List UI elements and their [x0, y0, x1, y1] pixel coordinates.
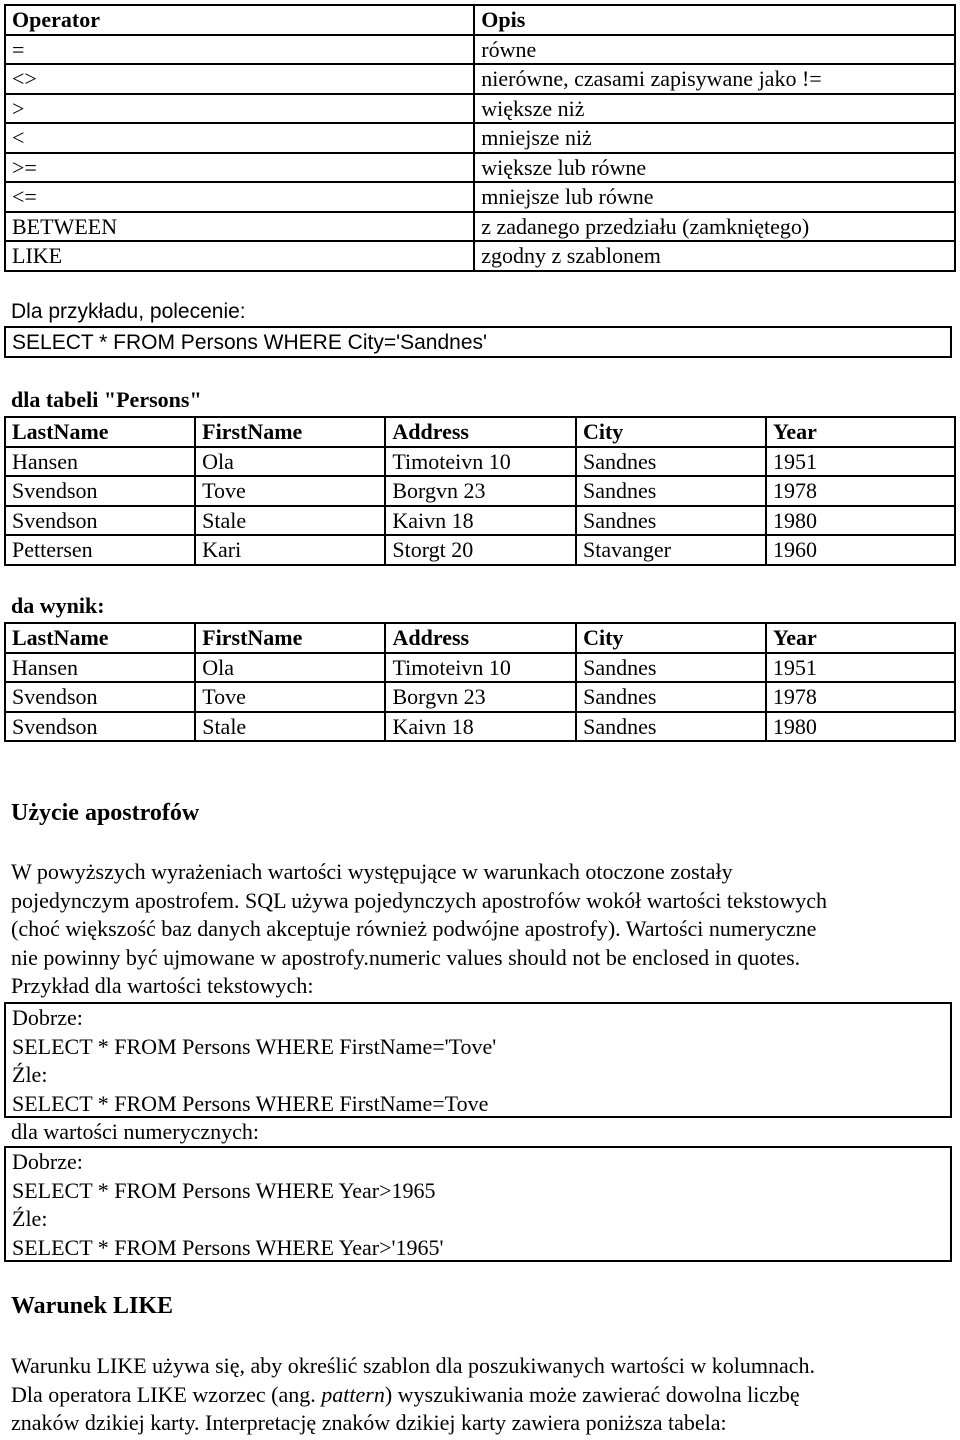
table-cell: Timoteivn 10: [385, 447, 576, 477]
table-cell: Kaivn 18: [385, 712, 576, 742]
table-cell: Kari: [195, 535, 385, 565]
table-cell: <: [5, 123, 474, 153]
paragraph-line: W powyższych wyrażeniach wartości występujące w warunkach otoczone zostały: [11, 859, 733, 884]
table-cell: Borgvn 23: [385, 476, 576, 506]
table-row: [5, 506, 955, 536]
table-cell: Hansen: [5, 653, 195, 683]
table-row: [5, 212, 955, 242]
column-header: Year: [766, 623, 955, 653]
column-header: LastName: [5, 623, 195, 653]
table-row: [5, 64, 955, 94]
table-cell: Sandnes: [576, 476, 766, 506]
numeric-label: dla wartości numerycznych:: [11, 1119, 260, 1144]
table-cell: nierówne, czasami zapisywane jako !=: [474, 64, 955, 94]
table-cell: Ola: [195, 653, 385, 683]
table-cell: >=: [5, 153, 474, 183]
table-cell: Kaivn 18: [385, 506, 576, 536]
result-table: [4, 622, 956, 742]
like-line: [11, 1381, 951, 1410]
table-cell: zgodny z szablonem: [474, 241, 955, 271]
table-cell: Hansen: [5, 447, 195, 477]
table-cell: Tove: [195, 476, 385, 506]
paragraph-line: nie powinny być ujmowane w apostrofy.numeric values should not be enclosed in quotes.: [11, 944, 801, 970]
table-cell: Svendson: [5, 506, 195, 536]
table-cell: Svendson: [5, 712, 195, 742]
table-cell: <>: [5, 64, 474, 94]
table-row: [5, 476, 955, 506]
table-cell: BETWEEN: [5, 212, 474, 242]
table-cell: Sandnes: [576, 712, 766, 742]
table-cell: Timoteivn 10: [385, 653, 576, 683]
persons-table: [4, 416, 956, 566]
table-cell: z zadanego przedziału (zamkniętego): [474, 212, 955, 242]
table-cell: 1951: [766, 653, 955, 683]
table-row: [5, 123, 955, 153]
good-query: SELECT * FROM Persons WHERE FirstName='Tove': [12, 1033, 497, 1059]
good-label: Dobrze:: [12, 1149, 83, 1174]
table-cell: LIKE: [5, 241, 474, 271]
table-cell: mniejsze niż: [474, 123, 955, 153]
column-header: Address: [385, 623, 576, 653]
text-example-box: [4, 1002, 952, 1118]
table-cell: Pettersen: [5, 535, 195, 565]
column-header: Opis: [474, 5, 955, 35]
bad-label: Źle:: [12, 1206, 48, 1231]
table-cell: większe lub równe: [474, 153, 955, 183]
table-cell: 1978: [766, 476, 955, 506]
table-cell: Sandnes: [576, 447, 766, 477]
table-cell: Stale: [195, 712, 385, 742]
table-header-row: [5, 5, 955, 35]
paragraph-line: (choć większość baz danych akceptuje również podwójne apostrofy). Wartości numeryczne: [11, 916, 817, 942]
table-cell: Storgt 20: [385, 535, 576, 565]
result-caption: da wynik:: [11, 593, 105, 618]
like-line: znaków dzikiej karty. Interpretację znaków dzikiej karty zawiera poniższa tabela:: [11, 1410, 727, 1436]
column-header: City: [576, 417, 766, 447]
apostrophes-paragraph: [11, 858, 951, 1001]
table-cell: Borgvn 23: [385, 682, 576, 712]
table-row: [5, 447, 955, 477]
table-row: [5, 94, 955, 124]
table-row: [5, 712, 955, 742]
table-header-row: [5, 417, 955, 447]
like-paragraph: [11, 1352, 951, 1438]
paragraph-line: pojedynczym apostrofem. SQL używa pojedynczych apostrofów wokół wartości tekstowych: [11, 887, 828, 913]
like-heading: Warunek LIKE: [11, 1293, 174, 1319]
bad-label: Źle:: [12, 1062, 48, 1087]
table-row: [5, 241, 955, 271]
column-header: Year: [766, 417, 955, 447]
column-header: Address: [385, 417, 576, 447]
persons-caption: dla tabeli "Persons": [11, 387, 202, 412]
table-cell: Svendson: [5, 682, 195, 712]
table-cell: <=: [5, 182, 474, 212]
column-header: LastName: [5, 417, 195, 447]
operators-table: [4, 4, 956, 272]
table-row: [5, 653, 955, 683]
table-cell: większe niż: [474, 94, 955, 124]
good-label: Dobrze:: [12, 1005, 83, 1030]
table-cell: Sandnes: [576, 506, 766, 536]
table-row: [5, 153, 955, 183]
like-line-end: ) wyszukiwania może zawierać dowolna liczbę: [384, 1381, 800, 1407]
bad-query: SELECT * FROM Persons WHERE FirstName=Tove: [12, 1090, 489, 1116]
table-row: [5, 682, 955, 712]
good-query: SELECT * FROM Persons WHERE Year>1965: [12, 1177, 436, 1203]
table-header-row: [5, 623, 955, 653]
pattern-term: pattern: [321, 1381, 385, 1407]
table-row: [5, 35, 955, 65]
bad-query: SELECT * FROM Persons WHERE Year>'1965': [12, 1234, 444, 1260]
table-cell: Stale: [195, 506, 385, 536]
table-row: [5, 535, 955, 565]
table-cell: 1960: [766, 535, 955, 565]
column-header: FirstName: [195, 623, 385, 653]
column-header: Operator: [5, 5, 474, 35]
table-cell: Ola: [195, 447, 385, 477]
column-header: FirstName: [195, 417, 385, 447]
table-cell: 1980: [766, 712, 955, 742]
table-cell: mniejsze lub równe: [474, 182, 955, 212]
text-example-label: Przykład dla wartości tekstowych:: [11, 973, 314, 999]
table-cell: =: [5, 35, 474, 65]
apostrophes-heading: Użycie apostrofów: [11, 800, 200, 826]
like-line: Warunku LIKE używa się, aby określić szablon dla poszukiwanych wartości w kolumnach.: [11, 1353, 816, 1378]
numeric-example-box: [4, 1146, 952, 1262]
column-header: City: [576, 623, 766, 653]
query-box: [4, 326, 952, 358]
table-cell: 1951: [766, 447, 955, 477]
table-cell: 1978: [766, 682, 955, 712]
table-cell: Stavanger: [576, 535, 766, 565]
like-line-start: Dla operatora LIKE wzorzec (ang.: [11, 1381, 322, 1407]
table-cell: Sandnes: [576, 682, 766, 712]
table-cell: Sandnes: [576, 653, 766, 683]
table-cell: równe: [474, 35, 955, 65]
table-cell: Tove: [195, 682, 385, 712]
table-cell: Svendson: [5, 476, 195, 506]
table-cell: >: [5, 94, 474, 124]
table-row: [5, 182, 955, 212]
example-intro: Dla przykładu, polecenie:: [11, 300, 246, 323]
query-text: SELECT * FROM Persons WHERE City='Sandnes': [12, 331, 488, 354]
table-cell: 1980: [766, 506, 955, 536]
